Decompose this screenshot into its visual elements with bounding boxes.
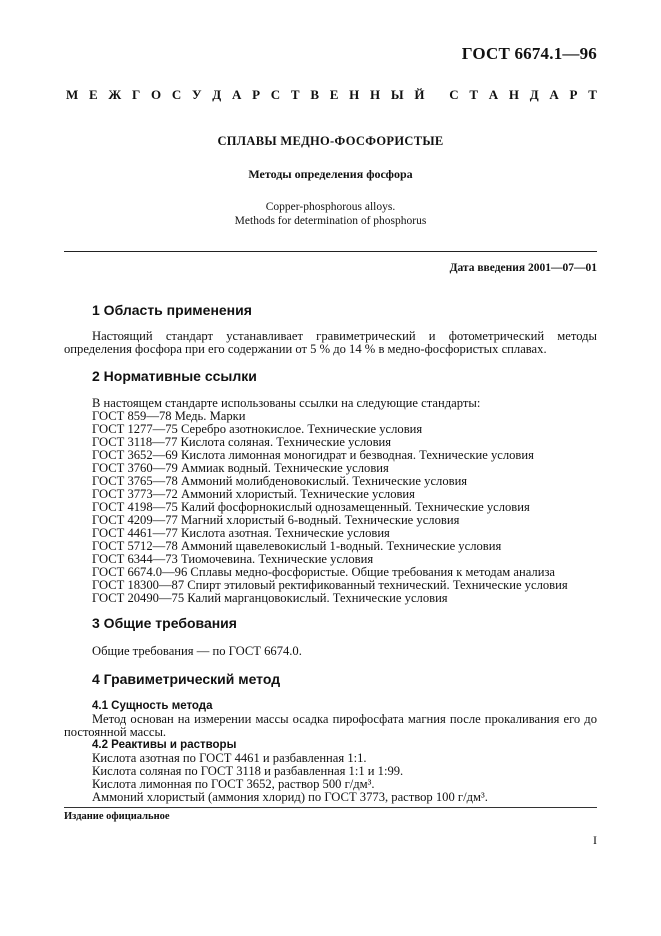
gost-number: ГОСТ 6674.1—96 [461, 44, 597, 63]
reference-item: ГОСТ 4198—75 Калий фосфорнокислый однозамещенный. Технические условия [92, 500, 530, 514]
section-2-heading: 2 Нормативные ссылки [92, 368, 257, 384]
banner-letter: О [151, 87, 162, 102]
reference-item: ГОСТ 3652—69 Кислота лимонная моногидрат и безводная. Технические условия [92, 448, 534, 462]
reference-item: ГОСТ 5712—78 Аммоний щавелевокислый 1-водный. Технические условия [92, 539, 502, 553]
banner-letter: М [66, 87, 79, 102]
reference-item: ГОСТ 1277—75 Серебро азотнокислое. Технические условия [92, 422, 423, 436]
title-divider [64, 251, 597, 252]
english-title-line-1: Copper-phosphorous alloys. [265, 201, 396, 213]
document-subtitle: Методы определения фосфора [248, 167, 413, 181]
reference-item: ГОСТ 3773—72 Аммоний хлористый. Технические условия [92, 487, 415, 501]
banner-letter: Т [290, 87, 300, 102]
reference-item: ГОСТ 3760—79 Аммиак водный. Технические условия [92, 461, 389, 475]
banner-letter: А [231, 87, 242, 102]
banner-letter: Н [508, 87, 519, 102]
banner-letter: Р [569, 87, 578, 102]
reference-item: ГОСТ 6344—73 Тиомочевина. Технические условия [92, 552, 374, 566]
document-title: СПЛАВЫ МЕДНО-ФОСФОРИСТЫЕ [217, 134, 444, 148]
references-intro: В настоящем стандарте использованы ссылки на следующие стандарты: [92, 396, 481, 410]
subsection-4-1-heading: 4.1 Сущность метода [92, 700, 213, 712]
banner-letter: С [270, 87, 281, 102]
reference-item: ГОСТ 3765—78 Аммоний молибденовокислый. Технические условия [92, 474, 468, 488]
banner-letter: С [171, 87, 182, 102]
section-3-heading: 3 Общие требования [92, 615, 237, 631]
interstate-standard-banner [66, 87, 597, 103]
banner-letter: Й [414, 87, 425, 102]
reference-item: ГОСТ 4461—77 Кислота азотная. Технические условия [92, 526, 390, 540]
normative-references [92, 397, 568, 605]
banner-letter: Н [370, 87, 381, 102]
banner-letter: В [310, 87, 319, 102]
banner-letter: Р [252, 87, 261, 102]
banner-letter: Г [132, 87, 141, 102]
banner-letter: С [449, 87, 459, 102]
reference-item: ГОСТ 6674.0—96 Сплавы медно-фосфористые. Общие требования к методам анализа [92, 565, 556, 579]
section-1-heading: 1 Область применения [92, 302, 252, 318]
banner-letter: У [192, 87, 202, 102]
reference-item: ГОСТ 859—78 Медь. Марки [92, 409, 246, 423]
reference-item: ГОСТ 20490—75 Калий марганцовокислый. Технические условия [92, 591, 448, 605]
banner-letter: Н [349, 87, 360, 102]
reference-item: ГОСТ 4209—77 Магний хлористый 6-водный. Технические условия [92, 513, 460, 527]
reference-item: ГОСТ 18300—87 Спирт этиловый ректификованный технический. Технические условия [92, 578, 568, 592]
banner-letter: А [549, 87, 559, 102]
reagent-item: Кислота соляная по ГОСТ 3118 и разбавленная 1:1 и 1:99. [92, 764, 404, 778]
english-title-line-2: Methods for determination of phosphorus [234, 215, 427, 227]
effective-date: Дата введения 2001—07—01 [449, 262, 597, 274]
banner-letter: А [488, 87, 499, 102]
section-4-heading: 4 Гравиметрический метод [92, 671, 281, 687]
banner-letter: Е [89, 87, 98, 102]
footer-divider [64, 807, 597, 808]
banner-letter: Ы [390, 87, 404, 102]
banner-letter: Ж [108, 87, 122, 102]
banner-letter: Т [588, 87, 597, 102]
subsection-4-1-text: Метод основан на измерении массы осадка пирофосфата магния после прокаливания его до постоянной массы. [64, 712, 597, 740]
banner-letter: Е [329, 87, 339, 102]
page-number: I [593, 833, 597, 847]
banner-letter: Д [212, 87, 222, 102]
reagent-item: Кислота лимонная по ГОСТ 3652, раствор 500 г/дм³. [92, 777, 375, 791]
reagent-item: Аммоний хлористый (аммония хлорид) по ГОСТ 3773, раствор 100 г/дм³. [92, 790, 488, 804]
banner-letter: Т [469, 87, 478, 102]
section-1-text: Настоящий стандарт устанавливает гравиметрический и фотометрический методы определения фосфора при его содержании от 5 % до 14 % в медно-фосфористых сплавах. [64, 329, 597, 357]
banner-letter [435, 87, 438, 103]
official-edition-label: Издание официальное [64, 811, 170, 822]
banner-letter: Д [529, 87, 539, 102]
subsection-4-2-heading: 4.2 Реактивы и растворы [92, 739, 237, 751]
reference-item: ГОСТ 3118—77 Кислота соляная. Технические условия [92, 435, 392, 449]
section-3-text: Общие требования — по ГОСТ 6674.0. [92, 644, 302, 658]
reagent-item: Кислота азотная по ГОСТ 4461 и разбавленная 1:1. [92, 751, 367, 765]
